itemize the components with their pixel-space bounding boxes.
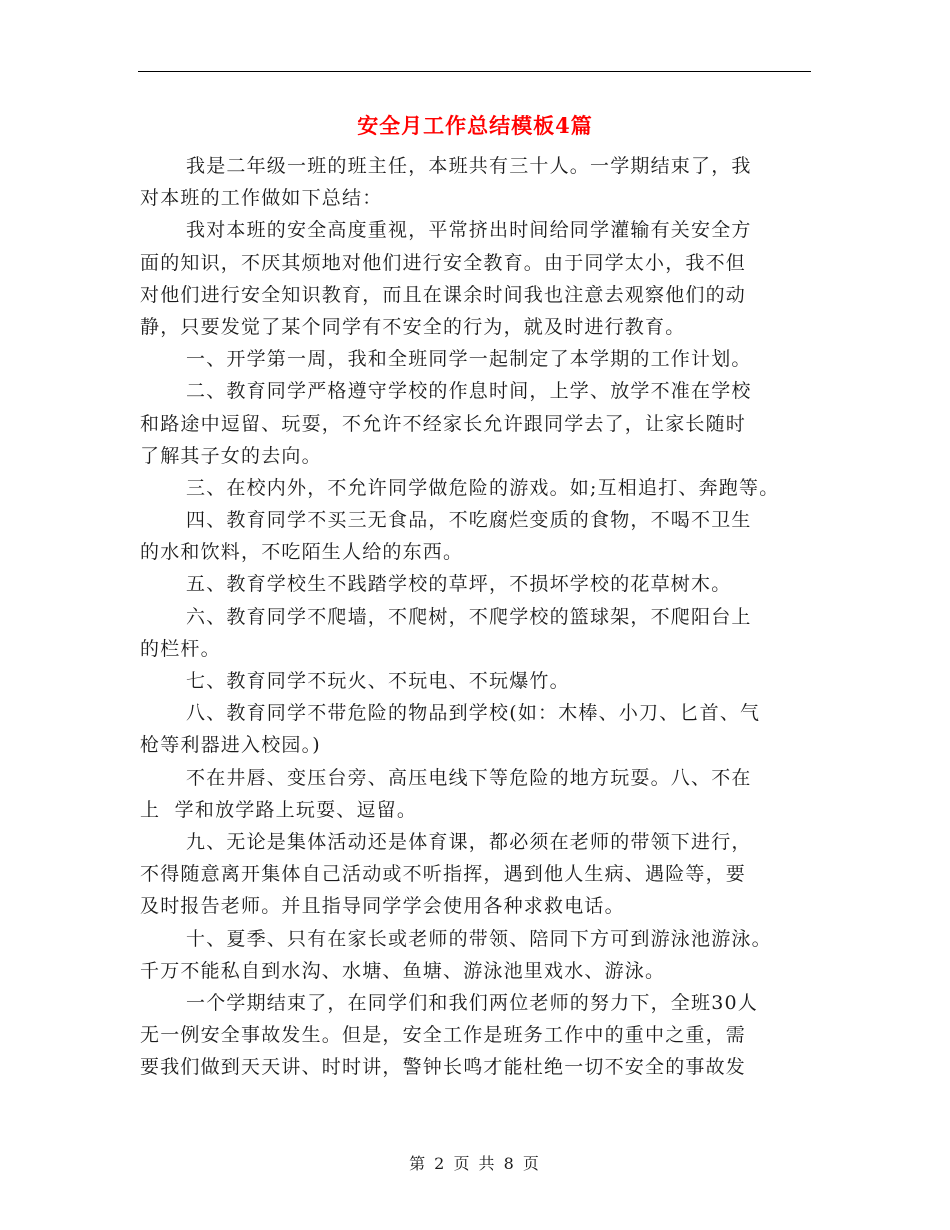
text-line: 二、教育同学严格遵守学校的作息时间，上学、放学不准在学校: [186, 380, 752, 403]
text-line: 无一例安全事故发生。但是，安全工作是班务工作中的重中之重，需: [140, 1024, 747, 1047]
text-line: 不在井唇、变压台旁、高压电线下等危险的地方玩耍。八、不在: [186, 766, 752, 789]
text-line: 对本班的工作做如下总结：: [140, 187, 383, 210]
text-line: 对他们进行安全知识教育，而且在课余时间我也注意去观察他们的动: [140, 283, 747, 306]
text-line: 要我们做到天天讲、时时讲，警钟长鸣才能杜绝一切不安全的事故发: [140, 1056, 747, 1079]
text-line: 千万不能私自到水沟、水塘、鱼塘、游泳池里戏水、游泳。: [140, 959, 666, 982]
text-line: 枪等利器进入校园。): [140, 734, 321, 757]
text-line: 及时报告老师。并且指导同学学会使用各种求救电话。: [140, 895, 625, 918]
text-line: 一、开学第一周，我和全班同学一起制定了本学期的工作计划。: [186, 348, 752, 371]
header-rule: [138, 71, 811, 72]
text-line: 我对本班的安全高度重视，平常挤出时间给同学灌输有关安全方: [186, 219, 752, 242]
text-line: 不得随意离开集体自己活动或不听指挥，遇到他人生病、遇险等，要: [140, 863, 747, 886]
text-line: 我是二年级一班的班主任，本班共有三十人。一学期结束了，我: [186, 155, 752, 177]
text-line: 六、教育同学不爬墙，不爬树，不爬学校的篮球架，不爬阳台上: [186, 605, 752, 628]
text-line: 八、教育同学不带危险的物品到学校(如：木棒、小刀、匕首、气: [186, 702, 761, 725]
document-title: 安全月工作总结模板4篇: [357, 113, 593, 138]
text-line: 九、无论是集体活动还是体育课，都必须在老师的带领下进行，: [186, 830, 752, 853]
text-line: 的水和饮料，不吃陌生人给的东西。: [140, 541, 464, 564]
text-line: 了解其子女的去向。: [140, 444, 322, 467]
text-line: 和路途中逗留、玩耍，不允许不经家长允许跟同学去了，让家长随时: [140, 412, 747, 435]
text-line: 七、教育同学不玩火、不玩电、不玩爆竹。: [186, 670, 570, 692]
document-body: [140, 150, 812, 1083]
text-line: 三、在校内外，不允许同学做危险的游戏。如;互相追打、奔跑等。: [186, 476, 780, 499]
text-line: 五、教育学校生不践踏学校的草坪，不损坏学校的花草树木。: [186, 573, 732, 596]
text-line: 十、夏季、只有在家长或老师的带领、陪同下方可到游泳池游泳。: [186, 927, 772, 950]
text-line: 一个学期结束了，在同学们和我们两位老师的努力下，全班30人: [186, 991, 758, 1014]
text-line: 上 学和放学路上玩耍、逗留。: [140, 798, 418, 821]
page-number: 第 2 页 共 8 页: [409, 1154, 541, 1173]
text-line: 四、教育同学不买三无食品，不吃腐烂变质的食物，不喝不卫生: [186, 509, 752, 532]
text-line: 面的知识，不厌其烦地对他们进行安全教育。由于同学太小，我不但: [140, 251, 747, 274]
text-line: 静，只要发觉了某个同学有不安全的行为，就及时进行教育。: [140, 315, 686, 338]
text-line: 的栏杆。: [140, 637, 221, 660]
